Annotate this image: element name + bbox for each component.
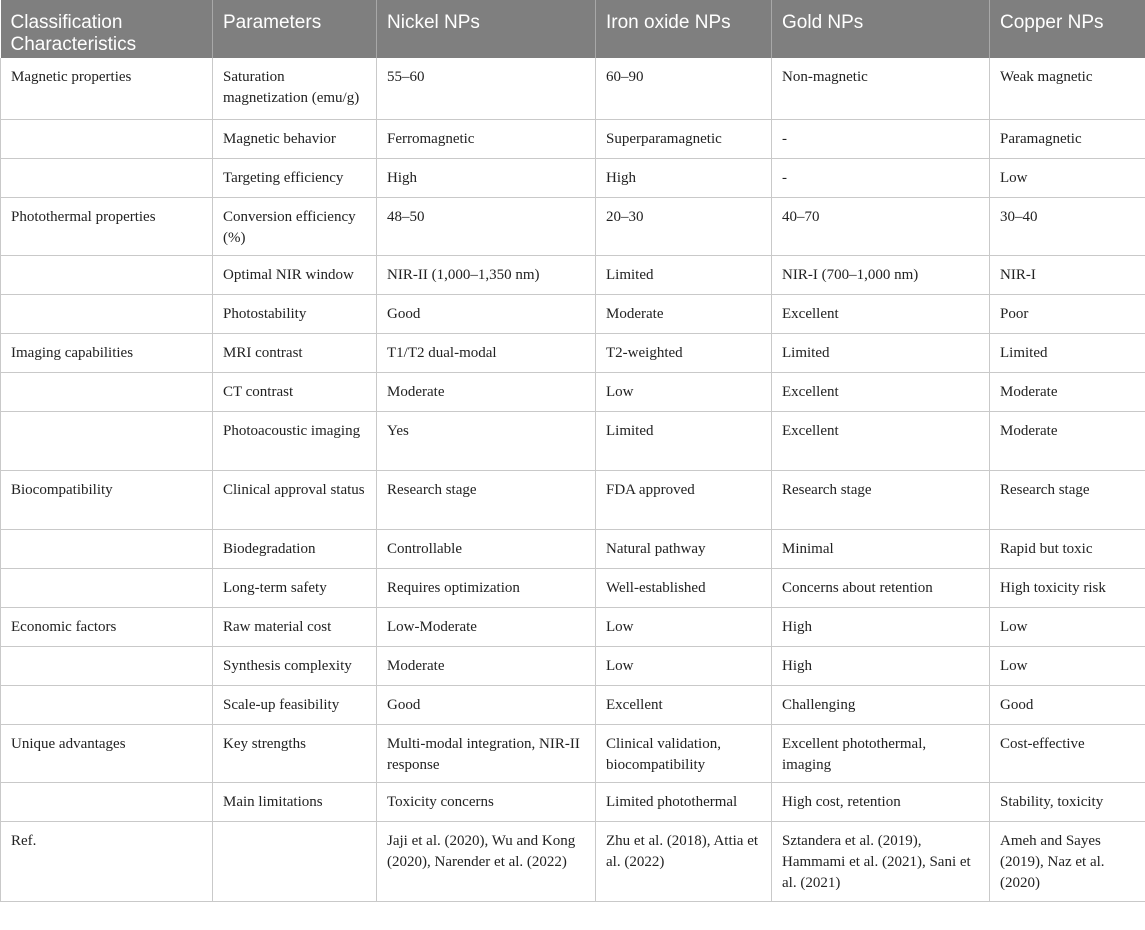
- iron-oxide-cell: Limited: [596, 411, 772, 470]
- table-row: [1, 685, 1145, 724]
- table-row: [1, 411, 1145, 470]
- copper-cell: Moderate: [990, 372, 1145, 411]
- iron-oxide-cell: Well-established: [596, 568, 772, 607]
- iron-oxide-cell: Clinical validation, biocompatibility: [596, 724, 772, 782]
- nickel-cell: Multi-modal integration, NIR-II response: [377, 724, 596, 782]
- nickel-cell: NIR-II (1,000–1,350 nm): [377, 255, 596, 294]
- copper-cell: Moderate: [990, 411, 1145, 470]
- gold-cell: Sztandera et al. (2019), Hammami et al. (2021), Sani et al. (2021): [772, 821, 990, 901]
- copper-cell: Stability, toxicity: [990, 782, 1145, 821]
- copper-cell: 30–40: [990, 197, 1145, 255]
- table-row: [1, 58, 1145, 119]
- header-classification: Classification Characteristics: [1, 0, 213, 58]
- classification-cell: Photothermal properties: [1, 197, 213, 255]
- classification-cell: [1, 255, 213, 294]
- parameter-cell: MRI contrast: [213, 333, 377, 372]
- table-row: [1, 372, 1145, 411]
- parameter-cell: Biodegradation: [213, 529, 377, 568]
- copper-cell: Low: [990, 158, 1145, 197]
- nickel-cell: High: [377, 158, 596, 197]
- gold-cell: High: [772, 607, 990, 646]
- gold-cell: High: [772, 646, 990, 685]
- nickel-cell: Requires optimization: [377, 568, 596, 607]
- gold-cell: Research stage: [772, 470, 990, 529]
- nickel-cell: Good: [377, 685, 596, 724]
- iron-oxide-cell: Low: [596, 607, 772, 646]
- table-row: [1, 119, 1145, 158]
- iron-oxide-cell: T2-weighted: [596, 333, 772, 372]
- parameter-cell: Synthesis complexity: [213, 646, 377, 685]
- iron-oxide-cell: High: [596, 158, 772, 197]
- iron-oxide-cell: Moderate: [596, 294, 772, 333]
- header-nickel: Nickel NPs: [377, 0, 596, 58]
- nickel-cell: Controllable: [377, 529, 596, 568]
- classification-cell: Unique advantages: [1, 724, 213, 782]
- gold-cell: Concerns about retention: [772, 568, 990, 607]
- iron-oxide-cell: Superparamagnetic: [596, 119, 772, 158]
- iron-oxide-cell: 60–90: [596, 58, 772, 119]
- gold-cell: Challenging: [772, 685, 990, 724]
- table-row: [1, 646, 1145, 685]
- gold-cell: Non-magnetic: [772, 58, 990, 119]
- table-row: [1, 529, 1145, 568]
- nickel-cell: Research stage: [377, 470, 596, 529]
- gold-cell: Minimal: [772, 529, 990, 568]
- copper-cell: Weak magnetic: [990, 58, 1145, 119]
- classification-cell: [1, 294, 213, 333]
- classification-cell: [1, 529, 213, 568]
- table-row: [1, 470, 1145, 529]
- parameter-cell: Saturation magnetization (emu/g): [213, 58, 377, 119]
- nickel-cell: 55–60: [377, 58, 596, 119]
- parameter-cell: Main limitations: [213, 782, 377, 821]
- copper-cell: Rapid but toxic: [990, 529, 1145, 568]
- table-row: [1, 333, 1145, 372]
- classification-cell: [1, 119, 213, 158]
- classification-cell: [1, 646, 213, 685]
- copper-cell: High toxicity risk: [990, 568, 1145, 607]
- header-copper: Copper NPs: [990, 0, 1145, 58]
- iron-oxide-cell: Limited: [596, 255, 772, 294]
- classification-cell: Imaging capabilities: [1, 333, 213, 372]
- parameter-cell: Magnetic behavior: [213, 119, 377, 158]
- table-row: [1, 724, 1145, 782]
- copper-cell: Low: [990, 646, 1145, 685]
- gold-cell: Excellent: [772, 372, 990, 411]
- copper-cell: Cost-effective: [990, 724, 1145, 782]
- gold-cell: Excellent: [772, 411, 990, 470]
- nickel-cell: Yes: [377, 411, 596, 470]
- iron-oxide-cell: FDA approved: [596, 470, 772, 529]
- classification-cell: [1, 568, 213, 607]
- classification-cell: [1, 411, 213, 470]
- iron-oxide-cell: 20–30: [596, 197, 772, 255]
- classification-cell: Ref.: [1, 821, 213, 901]
- classification-cell: [1, 158, 213, 197]
- table-row: [1, 197, 1145, 255]
- header-row: [1, 0, 1145, 58]
- gold-cell: -: [772, 119, 990, 158]
- gold-cell: 40–70: [772, 197, 990, 255]
- table-row: [1, 158, 1145, 197]
- parameter-cell: Targeting efficiency: [213, 158, 377, 197]
- copper-cell: Low: [990, 607, 1145, 646]
- nickel-cell: 48–50: [377, 197, 596, 255]
- parameter-cell: Photoacoustic imaging: [213, 411, 377, 470]
- table-row: [1, 294, 1145, 333]
- nickel-cell: Moderate: [377, 646, 596, 685]
- parameter-cell: [213, 821, 377, 901]
- copper-cell: NIR-I: [990, 255, 1145, 294]
- parameter-cell: Optimal NIR window: [213, 255, 377, 294]
- nickel-cell: Jaji et al. (2020), Wu and Kong (2020), Narender et al. (2022): [377, 821, 596, 901]
- table-row: [1, 568, 1145, 607]
- copper-cell: Good: [990, 685, 1145, 724]
- gold-cell: Excellent: [772, 294, 990, 333]
- nickel-cell: T1/T2 dual-modal: [377, 333, 596, 372]
- parameter-cell: Photostability: [213, 294, 377, 333]
- iron-oxide-cell: Natural pathway: [596, 529, 772, 568]
- copper-cell: Limited: [990, 333, 1145, 372]
- parameter-cell: CT contrast: [213, 372, 377, 411]
- classification-cell: Biocompatibility: [1, 470, 213, 529]
- header-iron-oxide: Iron oxide NPs: [596, 0, 772, 58]
- header-gold: Gold NPs: [772, 0, 990, 58]
- nickel-cell: Low-Moderate: [377, 607, 596, 646]
- parameter-cell: Key strengths: [213, 724, 377, 782]
- table-row: [1, 255, 1145, 294]
- classification-cell: Magnetic properties: [1, 58, 213, 119]
- gold-cell: Excellent photothermal, imaging: [772, 724, 990, 782]
- gold-cell: High cost, retention: [772, 782, 990, 821]
- parameter-cell: Scale-up feasibility: [213, 685, 377, 724]
- copper-cell: Ameh and Sayes (2019), Naz et al. (2020): [990, 821, 1145, 901]
- nickel-cell: Ferromagnetic: [377, 119, 596, 158]
- classification-cell: [1, 372, 213, 411]
- table-row: [1, 607, 1145, 646]
- classification-cell: [1, 782, 213, 821]
- copper-cell: Poor: [990, 294, 1145, 333]
- nickel-cell: Moderate: [377, 372, 596, 411]
- table-row: [1, 782, 1145, 821]
- copper-cell: Paramagnetic: [990, 119, 1145, 158]
- parameter-cell: Raw material cost: [213, 607, 377, 646]
- gold-cell: -: [772, 158, 990, 197]
- iron-oxide-cell: Zhu et al. (2018), Attia et al. (2022): [596, 821, 772, 901]
- copper-cell: Research stage: [990, 470, 1145, 529]
- nickel-cell: Toxicity concerns: [377, 782, 596, 821]
- parameter-cell: Conversion efficiency (%): [213, 197, 377, 255]
- iron-oxide-cell: Low: [596, 646, 772, 685]
- parameter-cell: Clinical approval status: [213, 470, 377, 529]
- iron-oxide-cell: Low: [596, 372, 772, 411]
- iron-oxide-cell: Limited photothermal: [596, 782, 772, 821]
- classification-cell: [1, 685, 213, 724]
- nickel-cell: Good: [377, 294, 596, 333]
- gold-cell: NIR-I (700–1,000 nm): [772, 255, 990, 294]
- table-row: [1, 821, 1145, 901]
- parameter-cell: Long-term safety: [213, 568, 377, 607]
- iron-oxide-cell: Excellent: [596, 685, 772, 724]
- header-parameters: Parameters: [213, 0, 377, 58]
- gold-cell: Limited: [772, 333, 990, 372]
- classification-cell: Economic factors: [1, 607, 213, 646]
